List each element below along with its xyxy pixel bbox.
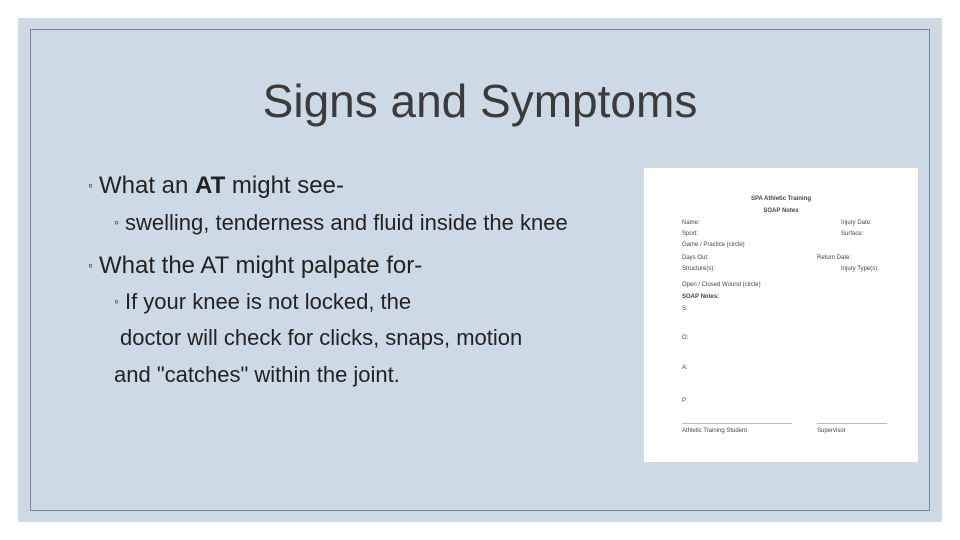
form-soap-notes-label: SOAP Notes:: [682, 294, 720, 300]
form-game-practice-label: Game / Practice (circle): [682, 242, 745, 248]
form-injury-date-label: Injury Date:: [841, 220, 872, 226]
bullet-what-at-sees: ◦ What an AT might see-: [88, 172, 344, 199]
form-p-label: P:: [682, 398, 688, 404]
form-s-label: S:: [682, 306, 688, 312]
form-o-label: O:: [682, 335, 689, 341]
form-structures-label: Structure(s):: [682, 266, 716, 272]
form-a-label: A:: [682, 365, 688, 371]
form-supervisor-label: Supervisor: [817, 428, 846, 434]
form-sport-label: Sport:: [682, 231, 699, 237]
form-days-out-label: Days Out:: [682, 255, 709, 261]
form-header-title: SPA Athletic Training: [750, 196, 812, 202]
form-injury-type-label: Injury Type(s):: [841, 266, 879, 272]
form-student-label: Athletic Training Student: [682, 428, 748, 434]
form-student-signature-line: [682, 423, 792, 424]
slide-title: Signs and Symptoms: [262, 75, 698, 127]
bullet-what-at-palpates: ◦ What the AT might palpate for-: [88, 252, 423, 279]
sub-bullet-knee-locked: ◦ If your knee is not locked, the: [114, 289, 412, 314]
form-open-closed-label: Open / Closed Wound (circle): [682, 282, 761, 288]
soap-notes-form-image: [643, 167, 919, 463]
form-header-subtitle: SOAP Notes: [763, 208, 799, 214]
sub-bullet-swelling: ◦ swelling, tenderness and fluid inside the knee: [114, 210, 568, 235]
sub-bullet-continuation-1: doctor will check for clicks, snaps, motion: [120, 325, 523, 350]
form-surface-label: Surface:: [841, 231, 864, 237]
form-return-date-label: Return Date:: [817, 255, 852, 261]
sub-bullet-continuation-2: and "catches" within the joint.: [114, 362, 400, 387]
form-name-label: Name:: [682, 220, 700, 226]
form-supervisor-signature-line: [817, 423, 887, 424]
